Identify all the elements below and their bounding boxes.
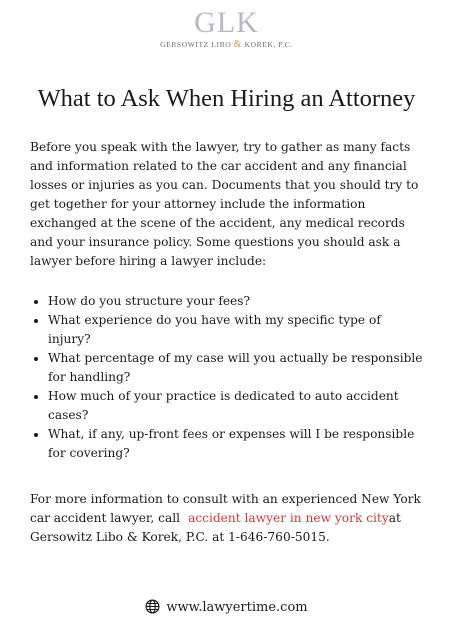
list-item: • What experience do you have with my specific type of injury?: [48, 311, 425, 349]
page-title: What to Ask When Hiring an Attorney: [37, 85, 416, 112]
website-url[interactable]: www.lawyertime.com: [166, 600, 308, 615]
list-item: • What percentage of my case will you actually be responsible for handling?: [48, 349, 425, 387]
list-item: • How do you structure your fees?: [48, 292, 425, 311]
contact-paragraph: [30, 490, 430, 547]
contact-text-before: For more information to consult with an experienced New York car accident lawyer, call: [30, 492, 421, 525]
logo-name-part2: KOREK, P.C.: [244, 40, 293, 49]
questions-list: [30, 292, 425, 463]
list-item: • What, if any, up-front fees or expenses will I be responsible for covering?: [48, 425, 425, 463]
logo: [0, 8, 453, 50]
logo-mark: GLK: [194, 6, 259, 39]
globe-icon: [145, 599, 160, 614]
accident-lawyer-link[interactable]: accident lawyer in new york city: [188, 511, 389, 525]
logo-ampersand: &: [233, 39, 243, 50]
logo-name-part1: GERSOWITZ LIBO: [160, 40, 232, 49]
intro-paragraph: Before you speak with the lawyer, try to gather as many facts and information related to the car accident and any financial losses or injuries as you can. Documents that you should try to get together for your attorney include the information exchanged at the scene of the accident, any medical records and your insurance policy. Some questions you should ask a lawyer before hiring a lawyer include:: [30, 140, 419, 268]
contact-text-after: at Gersowitz Libo & Korek, P.C. at 1-646-760-5015.: [30, 511, 401, 544]
logo-firm-name: [0, 40, 453, 50]
footer: [0, 598, 453, 618]
list-item: • How much of your practice is dedicated to auto accident cases?: [48, 387, 425, 425]
